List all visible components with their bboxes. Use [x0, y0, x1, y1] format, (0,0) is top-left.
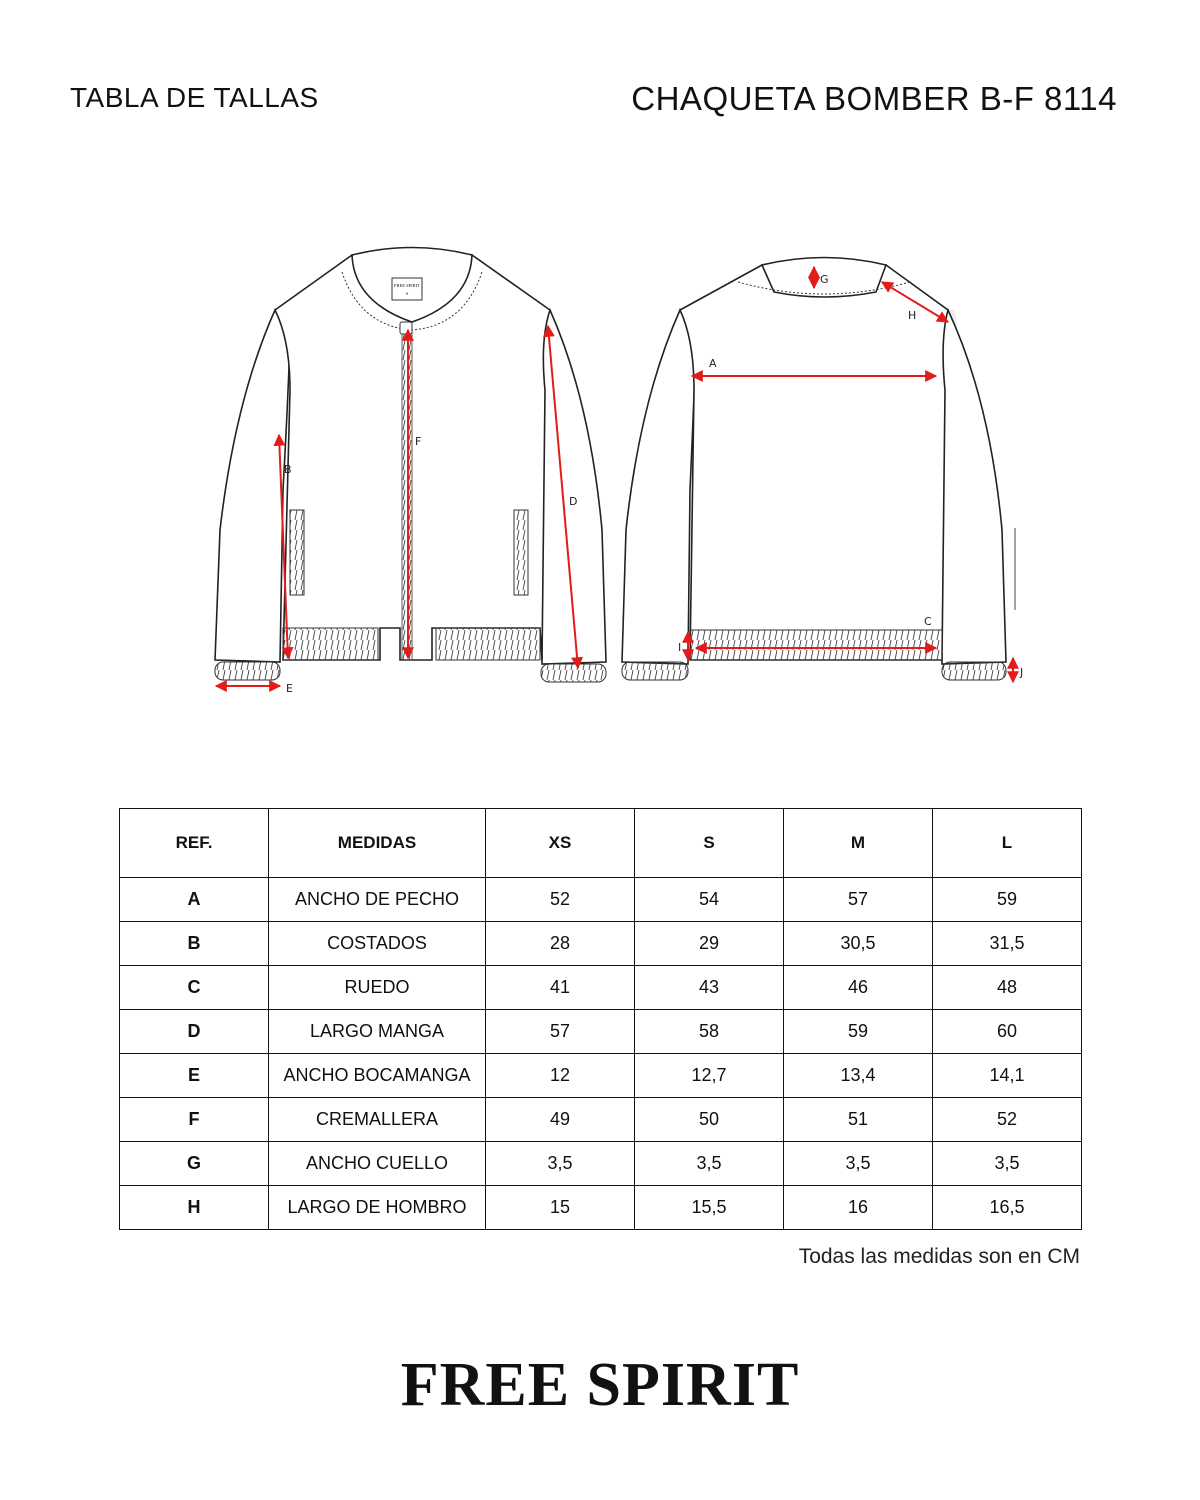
- cell-s: 29: [635, 922, 784, 966]
- front-tag-size: S: [405, 291, 409, 296]
- cell-xs: 41: [486, 966, 635, 1010]
- table-header-row: [120, 809, 1082, 878]
- brand-logo: FREE SPIRIT: [400, 1351, 800, 1419]
- cell-xs: 52: [486, 878, 635, 922]
- header-l: L: [933, 809, 1082, 878]
- front-left-sleeve: [215, 310, 290, 662]
- cell-xs: 15: [486, 1186, 635, 1230]
- jacket-diagram-svg: [0, 230, 1200, 710]
- back-view: [622, 258, 1023, 683]
- front-right-waistband: [436, 628, 540, 660]
- front-tag: [392, 278, 422, 300]
- cell-s: 58: [635, 1010, 784, 1054]
- product-title: CHAQUETA BOMBER B-F 8114: [631, 80, 1117, 117]
- cell-xs: 28: [486, 922, 635, 966]
- cell-s: 54: [635, 878, 784, 922]
- table-row: [120, 922, 1082, 966]
- cell-ref: D: [120, 1010, 269, 1054]
- cell-medida: LARGO DE HOMBRO: [269, 1186, 486, 1230]
- cell-medida: ANCHO BOCAMANGA: [269, 1054, 486, 1098]
- back-left-cuff: [622, 662, 688, 680]
- cell-medida: LARGO MANGA: [269, 1010, 486, 1054]
- marker-c: C: [924, 615, 932, 628]
- marker-i: I: [678, 641, 682, 654]
- cell-medida: ANCHO DE PECHO: [269, 878, 486, 922]
- table-row: [120, 1010, 1082, 1054]
- header-ref: REF.: [120, 809, 269, 878]
- cell-l: 52: [933, 1098, 1082, 1142]
- cell-s: 3,5: [635, 1142, 784, 1186]
- cell-m: 51: [784, 1098, 933, 1142]
- header-m: M: [784, 809, 933, 878]
- table-row: [120, 966, 1082, 1010]
- cell-xs: 12: [486, 1054, 635, 1098]
- cell-m: 59: [784, 1010, 933, 1054]
- size-chart-title: TABLA DE TALLAS: [70, 82, 319, 113]
- cell-m: 30,5: [784, 922, 933, 966]
- front-right-cuff: [541, 664, 606, 682]
- cell-ref: F: [120, 1098, 269, 1142]
- cell-ref: B: [120, 922, 269, 966]
- zipper-pull-icon: [400, 322, 412, 334]
- size-table: [119, 808, 1082, 1230]
- marker-h: H: [908, 309, 917, 322]
- cell-l: 60: [933, 1010, 1082, 1054]
- front-left-waistband: [283, 628, 378, 660]
- front-view: [215, 248, 606, 696]
- back-waistband: [690, 630, 942, 660]
- cell-l: 3,5: [933, 1142, 1082, 1186]
- marker-e: E: [286, 682, 293, 695]
- cell-l: 59: [933, 878, 1082, 922]
- marker-d: D: [569, 495, 578, 508]
- table-row: [120, 1142, 1082, 1186]
- header-medidas: MEDIDAS: [269, 809, 486, 878]
- cell-medida: COSTADOS: [269, 922, 486, 966]
- cell-m: 13,4: [784, 1054, 933, 1098]
- cell-m: 46: [784, 966, 933, 1010]
- cell-l: 31,5: [933, 922, 1082, 966]
- cell-m: 3,5: [784, 1142, 933, 1186]
- front-right-pocket: [514, 510, 528, 595]
- cell-ref: G: [120, 1142, 269, 1186]
- table-row: [120, 878, 1082, 922]
- cell-xs: 57: [486, 1010, 635, 1054]
- cell-s: 43: [635, 966, 784, 1010]
- front-tag-text: FREE SPIRIT: [394, 283, 420, 288]
- back-left-sleeve: [622, 310, 696, 664]
- cell-ref: H: [120, 1186, 269, 1230]
- table-row: [120, 1186, 1082, 1230]
- back-body: [680, 265, 948, 660]
- cell-s: 12,7: [635, 1054, 784, 1098]
- cell-l: 16,5: [933, 1186, 1082, 1230]
- cell-medida: ANCHO CUELLO: [269, 1142, 486, 1186]
- cell-m: 57: [784, 878, 933, 922]
- cell-ref: E: [120, 1054, 269, 1098]
- cell-s: 15,5: [635, 1186, 784, 1230]
- cell-l: 14,1: [933, 1054, 1082, 1098]
- front-left-cuff: [215, 662, 280, 680]
- cell-s: 50: [635, 1098, 784, 1142]
- jacket-technical-drawing: [0, 230, 1200, 710]
- back-right-cuff: [942, 662, 1006, 680]
- cell-medida: RUEDO: [269, 966, 486, 1010]
- front-left-pocket: [290, 510, 304, 595]
- cell-ref: A: [120, 878, 269, 922]
- table-row: [120, 1054, 1082, 1098]
- header-xs: XS: [486, 809, 635, 878]
- cell-medida: CREMALLERA: [269, 1098, 486, 1142]
- marker-b: B: [284, 463, 292, 476]
- marker-g: G: [820, 273, 829, 286]
- table-row: [120, 1098, 1082, 1142]
- cell-xs: 3,5: [486, 1142, 635, 1186]
- header-s: S: [635, 809, 784, 878]
- marker-f: F: [415, 435, 422, 448]
- cell-ref: C: [120, 966, 269, 1010]
- units-note: Todas las medidas son en CM: [798, 1245, 1080, 1268]
- cell-l: 48: [933, 966, 1082, 1010]
- marker-j: J: [1020, 666, 1024, 679]
- marker-a: A: [709, 357, 717, 370]
- cell-xs: 49: [486, 1098, 635, 1142]
- cell-m: 16: [784, 1186, 933, 1230]
